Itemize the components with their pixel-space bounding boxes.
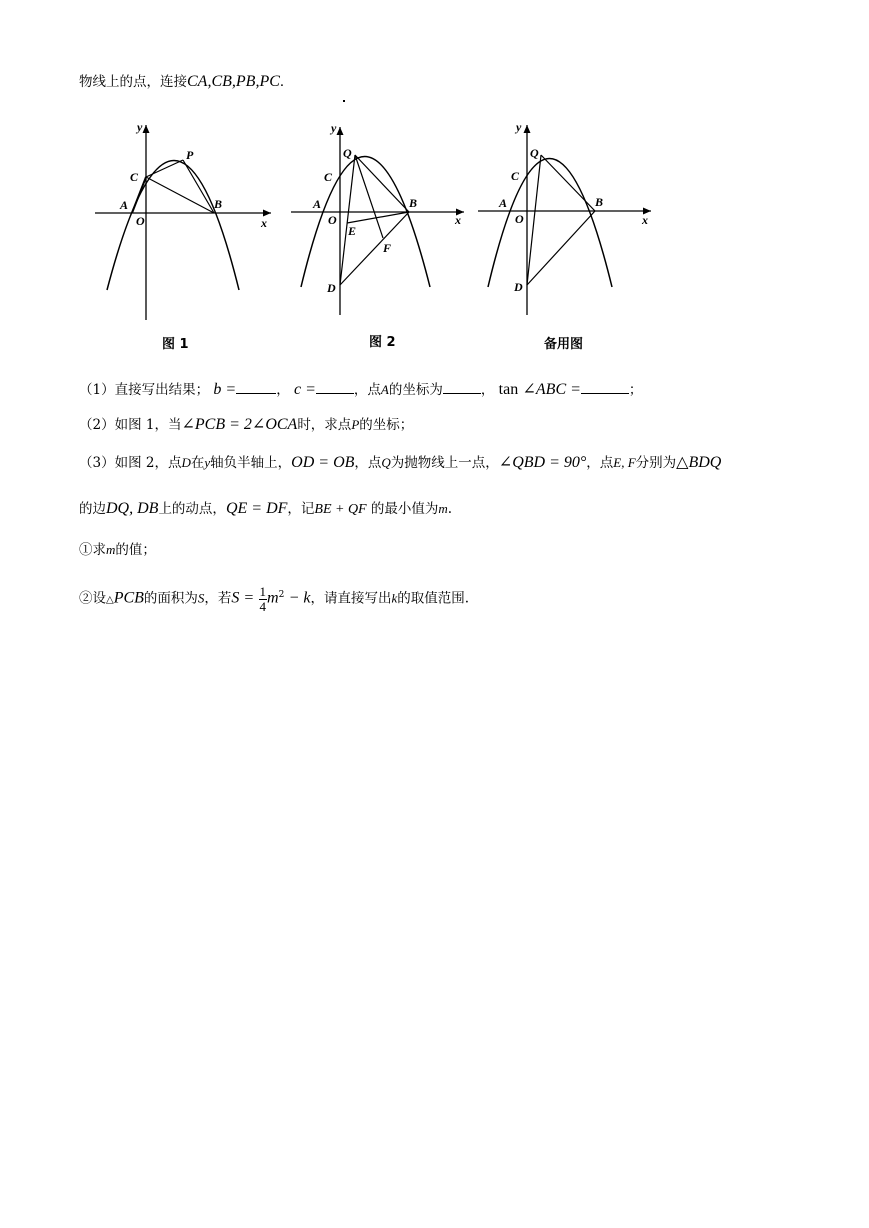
figure-2-graph <box>287 115 472 325</box>
sub2-S: S <box>197 590 205 606</box>
fig3-point-B: B <box>595 195 604 209</box>
q1-tan-blank[interactable] <box>581 381 629 394</box>
intro-suffix: ． <box>279 74 294 90</box>
q3-text5: 为抛物线上一点， <box>390 455 499 471</box>
q3-m: m <box>438 501 448 516</box>
intro-segments: CA,CB,PB,PC <box>187 73 280 90</box>
fig2-point-C: C <box>324 170 333 184</box>
q1-sep: ， <box>276 382 290 398</box>
fig2-point-F: F <box>383 241 392 255</box>
q3-text6: ，点 <box>586 455 614 471</box>
sub2-mark: ② <box>79 590 93 607</box>
fig2-point-E: E <box>348 224 357 238</box>
q1-b-blank[interactable] <box>236 381 276 394</box>
sub1-end: 的值； <box>115 542 156 558</box>
fig1-point-A: A <box>120 198 129 212</box>
subquestion-1 <box>79 540 156 560</box>
q1-A: A <box>380 382 389 397</box>
q3-number: （3） <box>79 455 115 471</box>
fig2-point-D: D <box>327 281 336 295</box>
fig1-x-label: x <box>261 216 267 230</box>
q3-sides: DQ, DB <box>106 500 159 517</box>
q3-text4: ，点 <box>354 455 382 471</box>
fig3-point-O: O <box>515 212 524 226</box>
q1-text2: ，点 <box>353 382 381 398</box>
q2-text2: 时，求点 <box>297 417 352 433</box>
q2-text1: 如图 1，当 <box>114 417 182 433</box>
fig2-point-O: O <box>328 213 337 227</box>
q1-c-equals: c = <box>293 381 316 398</box>
q3-cond3: QE = DF <box>225 500 288 517</box>
q2-text3: 的坐标； <box>359 417 414 433</box>
q2-condition: ∠PCB = 2∠OCA <box>181 416 298 433</box>
q3-D: D <box>181 455 191 470</box>
fig2-caption: 图 2 <box>369 335 396 350</box>
q1-b-equals: b = <box>213 381 237 398</box>
sub2-text3: ，若 <box>204 590 232 607</box>
sub2-text2: 的面积为 <box>143 590 198 607</box>
sub2-fraction <box>259 585 268 614</box>
question-3-line-1 <box>79 453 721 473</box>
sub2-S-equals: S = <box>231 589 255 607</box>
fig1-caption: 图 1 <box>162 337 189 352</box>
sub1-mark: ① <box>79 542 93 558</box>
fig3-point-C: C <box>511 169 520 183</box>
sub2-text1: 设 <box>92 590 106 607</box>
q3-text2: 在 <box>190 455 205 471</box>
q1-text: 直接写出结果； <box>114 382 210 398</box>
fig1-point-C: C <box>130 170 139 184</box>
q1-tan: tan <box>498 381 519 398</box>
q3-triangle: △BDQ <box>676 454 722 471</box>
fig2-y-label: y <box>331 121 337 135</box>
q1-end: ； <box>628 382 643 398</box>
sub2-PCB: PCB <box>113 589 144 607</box>
fig1-y-label: y <box>137 120 143 134</box>
fig2-point-Q: Q <box>343 146 352 160</box>
q3-cond1: OD = OB <box>291 454 355 471</box>
fig3-point-D: D <box>514 280 523 294</box>
q3-cond2: ∠QBD = 90° <box>498 454 587 471</box>
intro-prefix: 物线上的点，连接 <box>79 74 187 90</box>
fig3-point-Q: Q <box>530 146 539 160</box>
sub2-k: k <box>391 590 398 606</box>
q1-text3: 的坐标为 <box>388 382 443 398</box>
q3-line2-a: 的边 <box>79 501 106 517</box>
sub1-text: 求 <box>92 542 106 558</box>
q3-line2-b: 上的动点， <box>158 501 226 517</box>
sub1-m: m <box>106 542 116 557</box>
subquestion-2 <box>79 578 469 618</box>
figure-1 <box>95 115 280 325</box>
figure-3 <box>474 115 659 325</box>
fig1-point-B: B <box>214 197 223 211</box>
q3-text7: 分别为 <box>635 455 677 471</box>
sub2-triangle: △ <box>106 594 114 606</box>
stray-dot <box>343 100 345 102</box>
q3-expression: BE + QF <box>314 502 367 517</box>
fig3-caption: 备用图 <box>544 337 584 352</box>
question-3-line-2 <box>79 499 452 520</box>
sub2-numerator: 1 <box>259 583 267 599</box>
fig3-x-label: x <box>642 213 648 227</box>
q1-number: （1） <box>79 382 115 398</box>
q2-number: （2） <box>79 417 115 433</box>
fig2-x-label: x <box>455 213 461 227</box>
q1-c-blank[interactable] <box>316 381 354 394</box>
fig1-point-P: P <box>186 148 194 162</box>
sub2-text5: 的取值范围. <box>397 590 470 607</box>
fig3-y-label: y <box>516 120 522 134</box>
question-1 <box>79 380 642 400</box>
figure-2 <box>287 115 472 325</box>
question-2 <box>79 415 413 435</box>
q1-sep2: ， <box>480 382 495 398</box>
fig3-point-A: A <box>499 196 508 210</box>
fig2-point-B: B <box>409 196 418 210</box>
sub2-minus-k: − k <box>288 589 311 607</box>
q3-line2-c: ，记 <box>287 501 315 517</box>
q2-P: P <box>351 417 360 432</box>
figure-3-graph <box>474 115 659 325</box>
intro-line <box>79 72 293 92</box>
sub2-square: 2 <box>278 590 285 600</box>
q3-line2-e: . <box>447 501 453 517</box>
q3-text1: 如图 2，点 <box>114 455 182 471</box>
q3-text3: 轴负半轴上， <box>210 455 292 471</box>
q3-y: y <box>204 455 211 470</box>
fig2-point-A: A <box>313 197 322 211</box>
figure-1-graph <box>95 115 280 325</box>
q1-A-blank[interactable] <box>443 381 481 394</box>
sub2-m: m <box>267 589 279 607</box>
q1-angle: ∠ABC = <box>522 381 581 398</box>
sub2-text4: ，请直接写出 <box>310 590 392 607</box>
q3-EF: E, F <box>613 455 636 470</box>
fig1-point-O: O <box>136 214 145 228</box>
q3-line2-d: 的最小值为 <box>370 501 439 517</box>
q3-Q: Q <box>381 455 391 470</box>
sub2-denominator: 4 <box>259 598 267 614</box>
